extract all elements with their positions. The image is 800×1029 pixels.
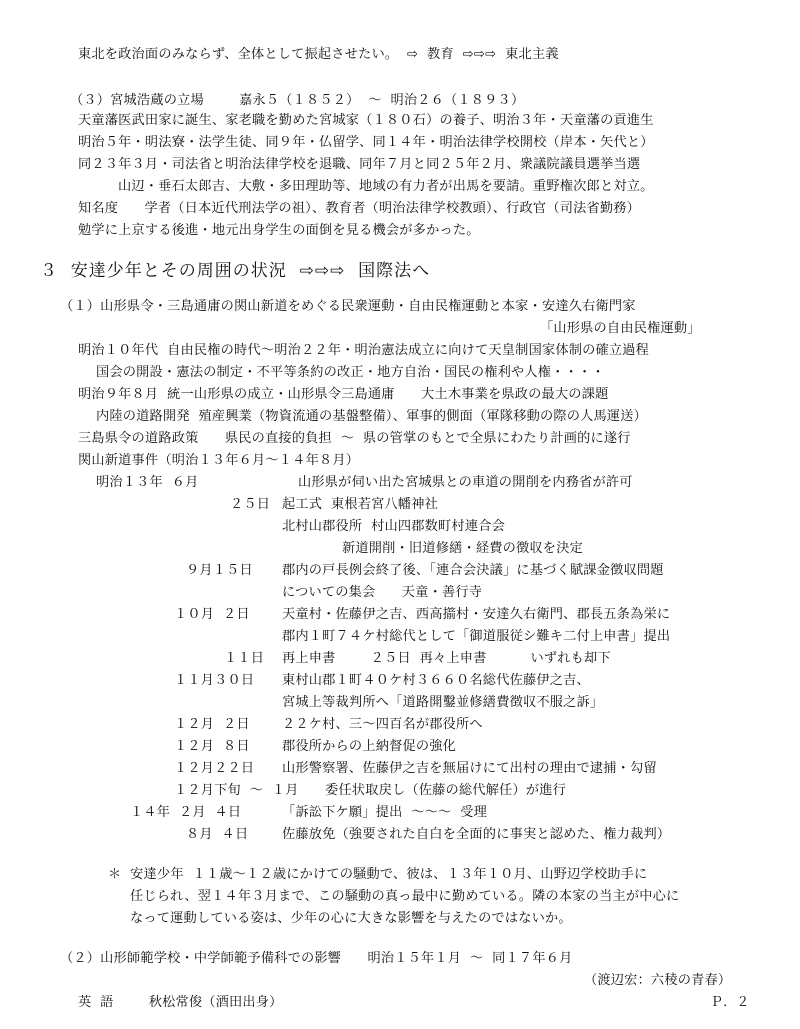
timeline-event: 郡役所からの上納督促の強化 [282,739,457,754]
text-line: 明治９年８月 統一山形県の成立・山形県令三島通庸 大土木事業を県政の最大の課題 [78,387,609,402]
timeline-event: 郡内の戸長例会終了後、「連合会決議」に基づく賦課金徴収問題 [282,563,664,578]
timeline-event: 山形警察署、佐藤伊之吉を無届けにて出村の理由で逮捕・勾留 [282,761,657,776]
text-line: 明治５年・明法寮・法学生徒、同９年・仏留学、同１４年・明治法律学校開校（岸本・矢代と） [78,135,654,150]
timeline-event: 宮城上等裁判所へ「道路開鑿並修繕費徴収不服之訴」 [282,695,604,710]
timeline-event: 東村山郡１町４０ケ村３６６０名総代佐藤伊之吉、 [282,673,590,688]
text-line: 同２３年３月・司法省と明治法律学校を退職、同年７月と同２５年２月、衆議院議員選挙当選 [78,157,641,172]
timeline-date: １１月３０日 [174,673,255,688]
section-heading: （１）山形県令・三島通庸の関山新道をめぐる民衆運動・自由民権運動と本家・安達久右衛門家 [60,299,636,314]
text-line: 知名度 学者（日本近代刑法学の祖）、教育者（明治法律学校教頭）、行政官（司法省勤務） [78,201,641,216]
timeline-date: ９月１５日 [186,563,253,578]
timeline-event: 新道開削・旧道修繕・経費の徴収を決定 [342,541,583,556]
citation: （渡辺宏：六稜の青春） [584,973,732,988]
text-line: 明治１０年代 自由民権の時代～明治２２年・明治憲法成立に向けて天皇制国家体制の確立過程 [78,343,650,358]
timeline-date: １２月 ８日 [174,739,250,754]
note-line: ＊ 安達少年 １１歳～１２歳にかけての騒動で、彼は、１３年１０月、山野辺学校助手に [108,867,648,882]
text-line: 国会の開設・憲法の制定・不平等条約の改正・地方自治・国民の権利や人権・・・・ [96,365,605,380]
timeline-date: ２５日 [230,497,271,512]
text-line: 勉学に上京する後進・地元出身学生の面倒を見る機会が多かった。 [78,223,480,238]
text-line: 山辺・垂石太郎吉、大敷・多田理助等、地域の有力者が出馬を要請。重野権次郎と対立。 [118,179,654,194]
timeline-event: 再上申書 ２５日 再々上申書 いずれも却下 [282,651,611,666]
timeline-date: １１日 [224,651,265,666]
timeline-event: ２２ケ村、三～四百名が郡役所へ [282,717,483,732]
timeline-event: 郡内１町７４ケ村総代として「御道服従シ難キ二付上申書」提出 [282,629,671,644]
text-line: 三島県令の道路政策 県民の直接的負担 ～ 県の管掌のもとで全県にわたり計画的に遂行 [78,431,631,446]
timeline-date: １２月 ２日 [174,717,250,732]
note-line: 任じられ、翌１４年３月まで、この騒動の真っ最中に勤めている。隣の本家の当主が中心に [130,889,680,904]
reference-title: 「山形県の自由民権運動」 [540,321,701,336]
timeline-date: １２月２２日 [174,761,255,776]
timeline-date: ８月 ４日 [186,827,249,842]
timeline-event: についての集会 天童・善行寺 [282,585,483,600]
timeline-event: 起工式 東根若宮八幡神社 [282,497,439,512]
timeline-event: 「訴訟下ケ願」提出 ～～～ 受理 [282,805,487,820]
section-heading: （３）宮城浩蔵の立場 嘉永５（１８５２） ～ 明治２６（１８９３） [70,93,525,108]
text-line: 東北を政治面のみならず、全体として振起させたい。 ⇨ 教育 ⇨⇨⇨ 東北主義 [78,47,559,62]
timeline-date: １０月 ２日 [174,607,250,622]
text-line: 関山新道事件（明治１３年６月～１４年８月） [78,453,360,468]
timeline-event: 天童村・佐藤伊之吉、西高擶村・安達久右衛門、郡長五条為栄に [282,607,671,622]
timeline-event: 山形県が伺い出た宮城県との車道の開削を内務省が許可 [298,475,633,490]
timeline-date: 明治１３年 ６月 [96,475,199,490]
text-line: 英 語 秋松常俊（酒田出身） [78,995,283,1010]
timeline-date: １４年 ２月 ４日 [130,805,242,820]
chapter-heading: ３ 安達少年とその周囲の状況 ⇨⇨⇨ 国際法へ [40,261,431,281]
note-line: なって運動している姿は、少年の心に大きな影響を与えたのではないか。 [130,911,572,926]
timeline-event: 佐藤放免（強要された自白を全面的に事実と認めた、権力裁判） [282,827,671,842]
timeline-event: 北村山郡役所 村山四郡数町村連合会 [282,519,505,534]
text-line: 内陸の道路開発 殖産興業（物資流通の基盤整備）、軍事的側面（軍隊移動の際の人馬運送） [96,409,648,424]
timeline-entry: １２月下旬 ～ １月 委任状取戻し（佐藤の総代解任）が進行 [174,783,566,798]
page-number: Ｐ．２ [710,995,750,1010]
section-heading: （２）山形師範学校・中学師範予備科での影響 明治１５年１月 ～ 同１７年６月 [60,951,573,966]
text-line: 天童藩医武田家に誕生、家老職を勤めた宮城家（１８０石）の養子、明治３年・天童藩の貢進生 [78,113,654,128]
